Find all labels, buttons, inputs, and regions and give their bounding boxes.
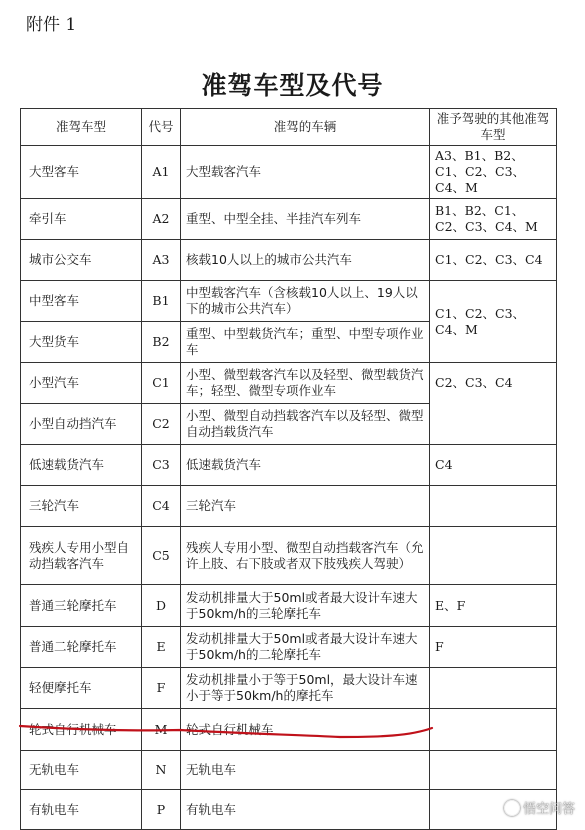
- vehicle-class-table: [20, 108, 557, 830]
- cell-code: C2: [142, 404, 181, 445]
- table-row: [21, 709, 557, 751]
- cell-vehicles: 三轮汽车: [181, 486, 430, 527]
- cell-vehicles: 残疾人专用小型、微型自动挡载客汽车（允许上肢、右下肢或者双下肢残疾人驾驶）: [181, 527, 430, 585]
- cell-others: C4: [430, 445, 557, 486]
- table-row: [21, 199, 557, 240]
- cell-vehicles: 重型、中型载货汽车；重型、中型专项作业车: [181, 322, 430, 363]
- cell-code: M: [142, 709, 181, 751]
- cell-type: 小型汽车: [21, 363, 142, 404]
- cell-code: A1: [142, 146, 181, 199]
- wukong-logo-icon: [504, 800, 520, 816]
- cell-code: C1: [142, 363, 181, 404]
- table-row: [21, 146, 557, 199]
- cell-vehicles: 轮式自行机械车: [181, 709, 430, 751]
- cell-vehicles: 发动机排量大于50ml或者最大设计车速大于50km/h的二轮摩托车: [181, 627, 430, 668]
- header-other-classes: 准予驾驶的其他准驾车型: [430, 109, 557, 146]
- table-row: [21, 445, 557, 486]
- cell-others: [430, 486, 557, 527]
- cell-type: 城市公交车: [21, 240, 142, 281]
- cell-others: [430, 709, 557, 751]
- table-header-row: [21, 109, 557, 146]
- cell-type: 轻便摩托车: [21, 668, 142, 709]
- table-row: [21, 240, 557, 281]
- cell-code: C4: [142, 486, 181, 527]
- cell-type: 中型客车: [21, 281, 142, 322]
- table-row: [21, 585, 557, 627]
- watermark: [504, 798, 575, 817]
- cell-type: 三轮汽车: [21, 486, 142, 527]
- watermark-text: 悟空问答: [522, 802, 575, 817]
- cell-others: E、F: [430, 585, 557, 627]
- cell-type: 无轨电车: [21, 751, 142, 790]
- cell-others: C1、C2、C3、C4、M: [430, 281, 557, 363]
- cell-type: 大型客车: [21, 146, 142, 199]
- header-vehicle-type: 准驾车型: [21, 109, 142, 146]
- cell-vehicles: 小型、微型自动挡载客汽车以及轻型、微型自动挡载货汽车: [181, 404, 430, 445]
- table-row: [21, 281, 557, 322]
- cell-code: B1: [142, 281, 181, 322]
- cell-code: B2: [142, 322, 181, 363]
- cell-others: B1、B2、C1、C2、C3、C4、M: [430, 199, 557, 240]
- cell-vehicles: 核载10人以上的城市公共汽车: [181, 240, 430, 281]
- cell-code: A3: [142, 240, 181, 281]
- cell-code: D: [142, 585, 181, 627]
- cell-type: 低速载货汽车: [21, 445, 142, 486]
- cell-code: E: [142, 627, 181, 668]
- cell-code: F: [142, 668, 181, 709]
- cell-vehicles: 发动机排量大于50ml或者最大设计车速大于50km/h的三轮摩托车: [181, 585, 430, 627]
- table-row: [21, 363, 557, 404]
- cell-others: [430, 527, 557, 585]
- cell-type: 普通二轮摩托车: [21, 627, 142, 668]
- cell-vehicles: 中型载客汽车（含核载10人以上、19人以下的城市公共汽车）: [181, 281, 430, 322]
- table-row: [21, 751, 557, 790]
- cell-type: 普通三轮摩托车: [21, 585, 142, 627]
- cell-code: A2: [142, 199, 181, 240]
- table-row: [21, 527, 557, 585]
- cell-vehicles: 有轨电车: [181, 790, 430, 830]
- cell-others: [430, 668, 557, 709]
- cell-others: F: [430, 627, 557, 668]
- cell-code: C5: [142, 527, 181, 585]
- cell-type: 大型货车: [21, 322, 142, 363]
- table-row: [21, 486, 557, 527]
- cell-code: N: [142, 751, 181, 790]
- cell-type: 轮式自行机械车: [21, 709, 142, 751]
- table-row: [21, 627, 557, 668]
- cell-others: C1、C2、C3、C4: [430, 240, 557, 281]
- header-permitted-vehicles: 准驾的车辆: [181, 109, 430, 146]
- page-title: 准驾车型及代号: [201, 71, 384, 100]
- cell-type: 有轨电车: [21, 790, 142, 830]
- cell-vehicles: 重型、中型全挂、半挂汽车列车: [181, 199, 430, 240]
- cell-others: [430, 751, 557, 790]
- attachment-label: 附件 1: [26, 15, 77, 35]
- cell-others: A3、B1、B2、C1、C2、C3、C4、M: [430, 146, 557, 199]
- table-row: [21, 668, 557, 709]
- cell-code: P: [142, 790, 181, 830]
- cell-type: 牵引车: [21, 199, 142, 240]
- cell-vehicles: 发动机排量小于等于50ml，最大设计车速小于等于50km/h的摩托车: [181, 668, 430, 709]
- header-code: 代号: [142, 109, 181, 146]
- cell-vehicles: 无轨电车: [181, 751, 430, 790]
- cell-type: 残疾人专用小型自动挡载客汽车: [21, 527, 142, 585]
- cell-code: C3: [142, 445, 181, 486]
- cell-vehicles: 小型、微型载客汽车以及轻型、微型载货汽车；轻型、微型专项作业车: [181, 363, 430, 404]
- cell-others: C2、C3、C4: [430, 363, 557, 445]
- cell-vehicles: 大型载客汽车: [181, 146, 430, 199]
- cell-type: 小型自动挡汽车: [21, 404, 142, 445]
- cell-vehicles: 低速载货汽车: [181, 445, 430, 486]
- table-row: [21, 790, 557, 830]
